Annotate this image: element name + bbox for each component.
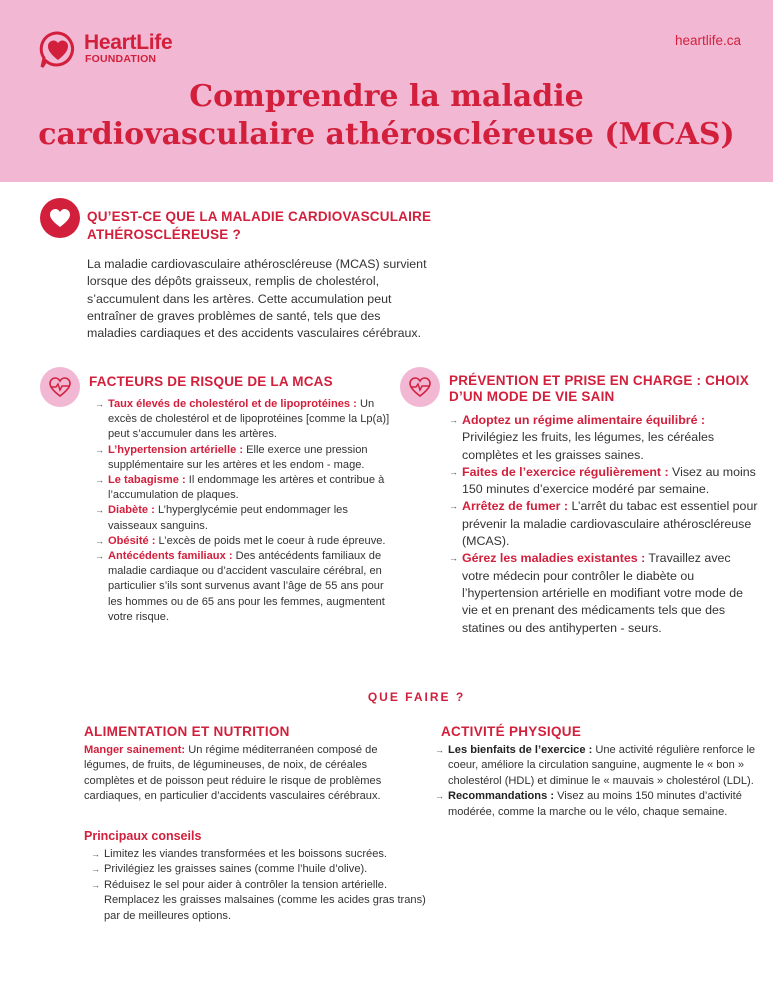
item-label: Taux élevés de cholestérol et de lipoprotéines : [108, 398, 357, 410]
item-text: Travaillez avec votre médecin pour contrôler le diabète ou l’hypertension artérielle en modifiant votre mode de vie et en prenant des médicaments tels que des statines ou des antihyperten - seurs. [462, 551, 744, 635]
item-text: Des antécédents familiaux de maladie cardiaque ou d’accident vasculaire cérébral, en particulier s’ils sont survenus avant l’âge de 55 ans pour les hommes ou de 65 ans pour les femmes, augmentent votre risque. [108, 550, 385, 623]
item-text: Limitez les viandes transformées et les boissons sucrées. [104, 848, 388, 860]
item-label: L’hypertension artérielle : [108, 443, 244, 456]
item-label: Arrêtez de fumer : [462, 499, 569, 514]
item-label: Gérez les maladies existantes : [462, 551, 646, 566]
list-item [91, 847, 436, 862]
arrow-icon: → [95, 444, 104, 455]
section-title-what: QU’EST-CE QUE LA MALADIE CARDIOVASCULAIRE ATHÉROSCLÉREUSE ? [87, 209, 432, 242]
arrow-icon: → [435, 791, 444, 802]
item-text: Visez au moins 150 minutes d’activité modérée, comme la marche ou le vélo, chaque semaine. [448, 790, 742, 818]
item-label: Adoptez un régime alimentaire équilibré : [462, 413, 706, 427]
list-item [95, 443, 395, 473]
item-text: Visez au moins 150 minutes d’exercice modéré par semaine. [462, 464, 756, 497]
arrow-icon: → [95, 399, 104, 409]
arrow-icon: → [95, 551, 104, 562]
section-title-prevention: PRÉVENTION ET PRISE EN CHARGE : CHOIX D’UN MODE DE VIE SAIN [449, 373, 749, 404]
item-label: Faites de l’exercice régulièrement : [462, 464, 669, 479]
item-text: L’excès de poids met le coeur à rude épreuve. [155, 534, 386, 547]
item-label: Diabète : [108, 504, 155, 517]
arrow-icon: → [435, 745, 444, 755]
item-text: Réduisez le sel pour aider à contrôler la tension artérielle. Remplacez les graisses malsaines (comme les acides gras trans) par de meilleures options. [104, 878, 426, 922]
heartbeat-icon [400, 367, 440, 407]
list-item [91, 878, 436, 924]
list-item [449, 498, 759, 550]
section-title-activite: ACTIVITÉ PHYSIQUE [441, 724, 582, 739]
section-title-risk: FACTEURS DE RISQUE DE LA MCAS [89, 374, 333, 389]
item-label: Les bienfaits de l’exercice : [448, 744, 593, 756]
title-line-2: cardiovasculaire athéroscléreuse (MCAS) [38, 117, 735, 152]
list-item [91, 862, 436, 877]
arrow-icon: → [91, 864, 100, 875]
section-body-what: La maladie cardiovasculaire athéroscléreuse (MCAS) survient lorsque des dépôts graisseux, remplis de cholestérol, s’accumulent dans les artères. Cette accumulation peut entraîner de graves problèmes de santé, tels que des maladies cardiaques et des accidents vasculaires cérébraux. [87, 257, 427, 341]
arrow-icon: → [449, 501, 458, 512]
logo-heart-icon [38, 30, 78, 70]
alimentation-body [84, 743, 419, 805]
item-label: Le tabagisme : [108, 474, 186, 487]
item-label: Antécédents familiaux : [108, 550, 233, 563]
item-text: Il endommage les artères et contribue à l’accumulation de plaques. [108, 474, 385, 502]
logo[interactable] [38, 30, 198, 70]
tips-list [91, 847, 436, 924]
arrow-icon: → [449, 415, 458, 425]
item-text: L’arrêt du tabac est essentiel pour prévenir la maladie cardiovasculaire athéroscléreuse (MCAS). [462, 499, 758, 549]
item-text: Une activité régulière renforce le coeur, améliore la circulation sanguine, augmente le « bon » cholestérol (HDL) et diminue le « mauvais » cholestérol (LDL). [448, 744, 756, 787]
lead-label: Manger sainement: [84, 744, 186, 756]
item-text: Un excès de cholestérol et de lipoprotéines [comme la Lp(a)] peut s’accumuler dans les artères. [108, 398, 390, 441]
list-item [449, 464, 759, 499]
que-faire-heading: QUE FAIRE ? [367, 690, 466, 704]
tips-title: Principaux conseils [84, 829, 202, 843]
item-label: Recommandations : [448, 790, 555, 803]
arrow-icon: → [95, 475, 104, 486]
activite-list [435, 743, 765, 820]
arrow-icon: → [449, 466, 458, 477]
header-banner [0, 0, 773, 182]
arrow-icon: → [91, 879, 100, 890]
prevention-list [449, 412, 759, 637]
logo-subtitle: FOUNDATION [85, 53, 157, 65]
item-text: L’hyperglycémie peut endommager les vaisseaux sanguins. [108, 504, 348, 532]
heartbeat-icon [40, 367, 80, 407]
section-title-alimentation: ALIMENTATION ET NUTRITION [84, 724, 290, 739]
item-text: Elle exerce une pression supplémentaire sur les artères et les endom - mage. [108, 443, 368, 471]
arrow-icon: → [95, 535, 104, 546]
list-item [95, 549, 395, 625]
list-item [449, 412, 759, 464]
list-item [449, 550, 759, 636]
list-item [95, 503, 395, 533]
arrow-icon: → [91, 849, 100, 859]
list-item [95, 397, 395, 443]
arrow-icon: → [449, 553, 458, 564]
website-link[interactable]: heartlife.ca [674, 33, 741, 48]
item-text: Privilégiez les fruits, les légumes, les céréales complètes et les graisses saines. [462, 430, 715, 462]
risk-list [95, 397, 395, 625]
page-title [0, 78, 773, 154]
logo-name: HeartLife [84, 31, 173, 54]
list-item [95, 534, 395, 549]
item-text: Privilégiez les graisses saines (comme l’huile d’olive). [104, 863, 368, 876]
list-item [435, 789, 765, 820]
title-line-1: Comprendre la maladie [189, 79, 584, 114]
arrow-icon: → [95, 505, 104, 516]
lead-text: Un régime méditerranéen composé de légumes, de fruits, de légumineuses, de noix, de céréales complètes et de poisson peut réduire le risque de problèmes cardiaques, en particulier d’accidents vasculaires cérébraux. [84, 744, 382, 803]
item-label: Obésité : [108, 534, 156, 547]
list-item [435, 743, 765, 789]
heart-icon [40, 198, 80, 238]
list-item [95, 473, 395, 503]
